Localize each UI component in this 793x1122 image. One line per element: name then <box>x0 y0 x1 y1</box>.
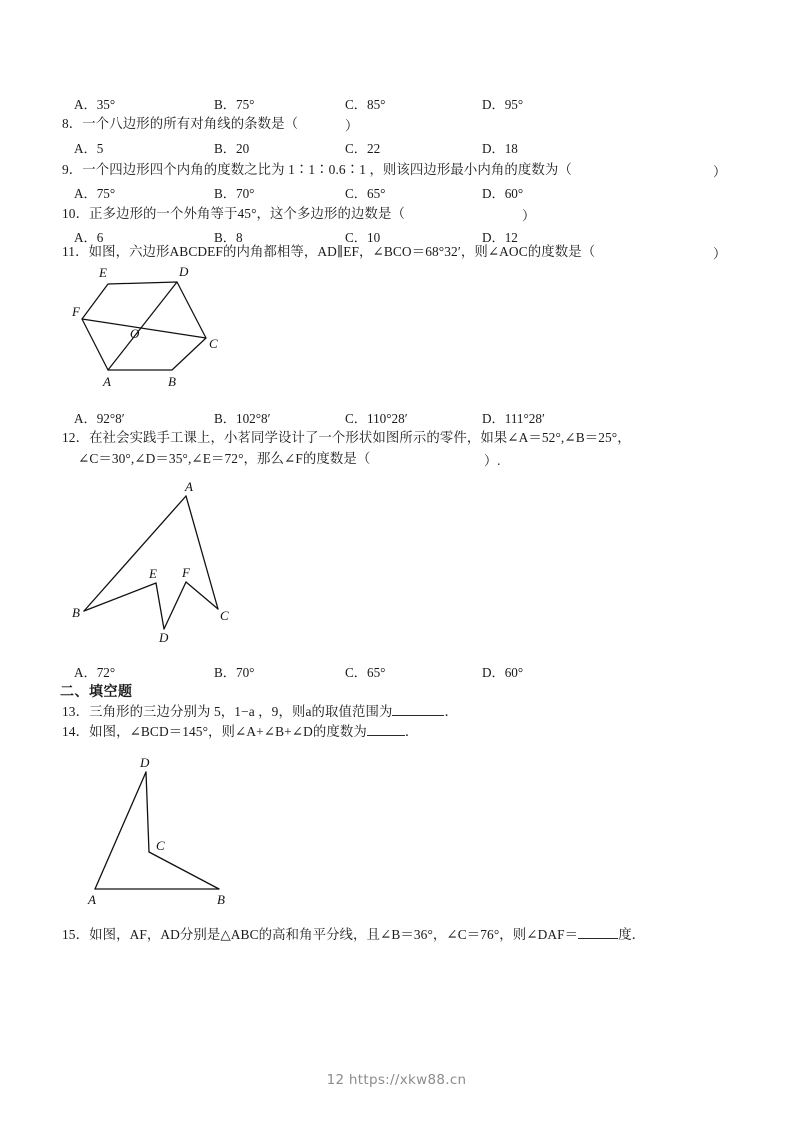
option-b: B．8 <box>214 230 243 245</box>
label-D: D <box>159 630 169 643</box>
question-12-stem-line1 <box>62 429 631 447</box>
question-8-text: 一个八边形的所有对角线的条数是（ <box>82 116 299 131</box>
option-d: D．111°28′ <box>482 411 545 426</box>
option-b: B．70° <box>214 186 255 201</box>
label-B: B <box>72 605 80 620</box>
question-15-answer-blank[interactable] <box>578 938 618 939</box>
question-15-number: 15． <box>62 927 90 942</box>
q11-options-row <box>62 408 762 428</box>
option-b: B．102°8′ <box>214 411 271 426</box>
label-A: A <box>103 374 111 389</box>
label-F: F <box>182 565 190 580</box>
option-d: D．18 <box>482 141 518 156</box>
option-c: C．65° <box>345 665 386 680</box>
label-B: B <box>217 892 225 907</box>
question-9-number: 9． <box>62 162 83 177</box>
question-15-stem <box>62 926 645 944</box>
option-a: A．5 <box>74 141 104 156</box>
hexagon-abcdef-figure <box>72 262 232 402</box>
option-a: A．92°8′ <box>74 411 125 426</box>
question-14-text: 如图，∠BCD＝145°，则∠A+∠B+∠D的度数为 <box>89 724 367 739</box>
label-C: C <box>209 336 218 351</box>
question-11-stem <box>62 243 595 261</box>
question-9-close-paren: ） <box>713 164 727 179</box>
option-b: B．75° <box>214 97 255 112</box>
question-9-stem <box>62 161 572 179</box>
question-8-close-paren: ） <box>345 118 359 133</box>
question-10-text: 正多边形的一个外角等于45°，这个多边形的边数是（ <box>89 206 405 221</box>
option-d: D．12 <box>482 230 518 245</box>
question-8-stem <box>62 115 298 133</box>
question-13-stem <box>62 703 458 721</box>
question-12-stem-line2 <box>78 450 370 468</box>
label-A: A <box>88 892 96 907</box>
question-9-text: 一个四边形四个内角的度数之比为 1∶1∶0.6∶1 ，则该四边形最小内角的度数为（ <box>82 162 572 177</box>
option-a: A．6 <box>74 230 104 245</box>
question-8-number: 8． <box>62 116 83 131</box>
option-b: B．20 <box>214 141 250 156</box>
option-c: C．85° <box>345 97 386 112</box>
question-13-text: 三角形的三边分别为 5，1−a ，9，则a的取值范围为 <box>89 704 393 719</box>
question-13-answer-blank[interactable] <box>392 715 444 716</box>
question-13-text-after: ． <box>444 704 458 719</box>
triangle-abcd-figure <box>78 752 243 910</box>
question-10-stem <box>62 205 405 223</box>
question-12-close-paren: ）. <box>484 453 501 468</box>
question-12-text-2: ∠C＝30°,∠D＝35°,∠E＝72°，那么∠F的度数是（ <box>78 451 371 466</box>
option-d: D．60° <box>482 186 524 201</box>
question-11-text: 如图，六边形ABCDEF的内角都相等，AD∥EF，∠BCO＝68°32′，则∠AOC的度数是（ <box>88 244 596 259</box>
section-two-heading: 二、填空题 <box>60 684 133 700</box>
q12-options-row <box>62 662 762 682</box>
question-15-text-after: 度． <box>618 927 646 942</box>
label-D: D <box>179 264 189 279</box>
label-C: C <box>220 608 229 623</box>
question-10-number: 10． <box>62 206 90 221</box>
label-F: F <box>72 304 80 319</box>
option-d: D．60° <box>482 665 524 680</box>
label-A: A <box>185 479 193 494</box>
option-a: A．72° <box>74 665 116 680</box>
q7-options-row <box>62 94 762 114</box>
question-14-answer-blank[interactable] <box>367 735 405 736</box>
label-O: O <box>130 326 140 341</box>
option-a: A．35° <box>74 97 116 112</box>
q8-options-row <box>62 138 762 158</box>
option-c: C．65° <box>345 186 386 201</box>
question-12-text-1: 在社会实践手工课上，小茗同学设计了一个形状如图所示的零件，如果∠A＝52°,∠B＝25°， <box>89 430 631 445</box>
question-11-number: 11． <box>62 244 89 259</box>
label-C: C <box>156 838 165 853</box>
question-14-stem <box>62 723 418 741</box>
arrow-star-abcdef-figure <box>72 478 247 643</box>
q9-options-row <box>62 183 762 203</box>
question-14-text-after: ． <box>404 724 419 739</box>
option-a: A．75° <box>74 186 116 201</box>
option-d: D．95° <box>482 97 524 112</box>
option-c: C．110°28′ <box>345 411 408 426</box>
option-c: C．22 <box>345 141 381 156</box>
question-15-text: 如图，AF，AD分别是△ABC的高和角平分线，且∠B＝36°，∠C＝76°，则∠DAF＝ <box>89 927 579 942</box>
option-b: B．70° <box>214 665 255 680</box>
question-14-number: 14． <box>62 724 90 739</box>
label-E: E <box>99 265 107 280</box>
page-footer: 12 https://xkw88.cn <box>326 1072 467 1088</box>
question-10-close-paren: ） <box>522 208 536 223</box>
question-13-number: 13． <box>62 704 90 719</box>
option-c: C．10 <box>345 230 381 245</box>
label-D: D <box>140 755 150 770</box>
label-B: B <box>168 374 176 389</box>
label-E: E <box>149 566 157 581</box>
question-12-number: 12． <box>62 430 90 445</box>
question-11-close-paren: ） <box>713 246 727 261</box>
